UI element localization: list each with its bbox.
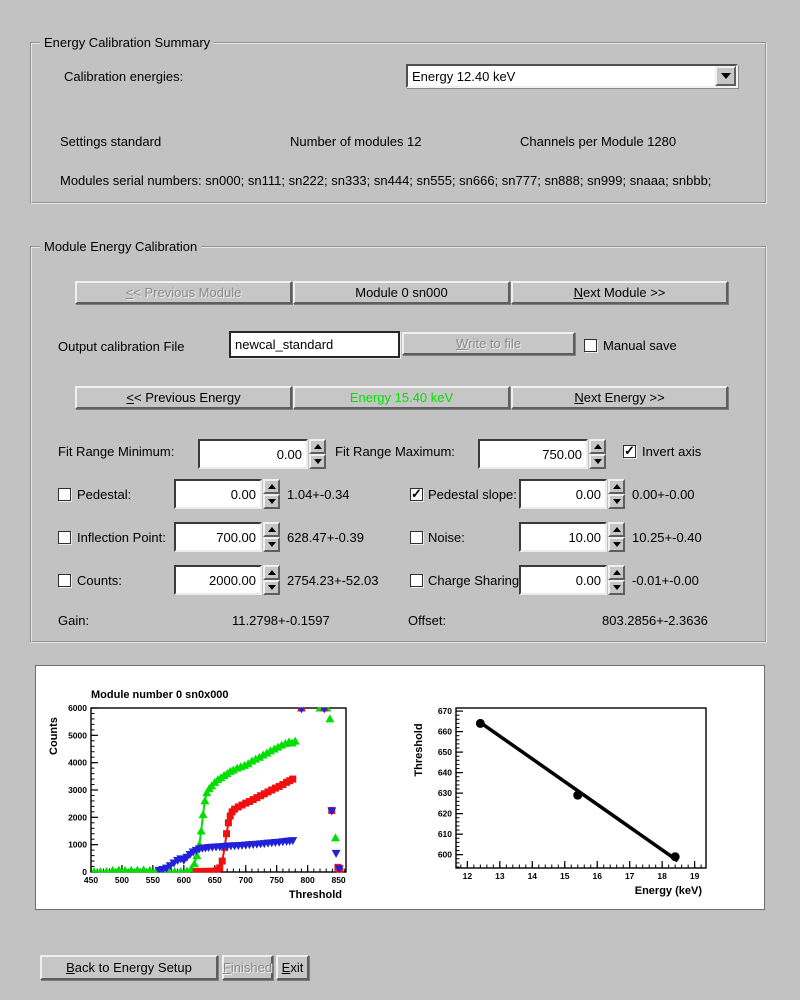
svg-text:0: 0	[82, 867, 87, 877]
pedestal-label: Pedestal:	[77, 487, 132, 502]
finished-button[interactable]: F inished	[222, 955, 273, 980]
svg-text:600: 600	[437, 849, 452, 860]
svg-text:13: 13	[495, 871, 505, 881]
spin-up-button[interactable]	[608, 479, 625, 494]
noise-label: Noise:	[428, 530, 465, 545]
counts-checkbox[interactable]	[58, 574, 71, 587]
offset-label: Offset:	[408, 613, 447, 628]
write-to-file-button[interactable]: W rite to file	[402, 332, 575, 355]
svg-text:660: 660	[437, 726, 452, 737]
spin-down-button[interactable]	[263, 494, 280, 509]
pedestal-slope-spinbox	[519, 479, 625, 509]
exit-button[interactable]: E xit	[276, 955, 309, 980]
charge-sharing-result: -0.01+-0.00	[632, 573, 699, 588]
svg-text:800: 800	[300, 875, 315, 885]
svg-text:640: 640	[437, 767, 452, 778]
counts-value[interactable]: 2000.00	[174, 565, 262, 595]
svg-text:4000: 4000	[68, 757, 87, 768]
arrow-up-icon	[314, 444, 322, 449]
svg-text:18: 18	[657, 871, 667, 881]
pedestal-value[interactable]: 0.00	[174, 479, 262, 509]
settings-text: Settings standard	[60, 134, 162, 149]
svg-text:12: 12	[462, 871, 473, 881]
svg-text:16: 16	[592, 871, 602, 881]
invert-axis-checkbox[interactable]	[623, 445, 636, 458]
manual-save-label: Manual save	[603, 338, 677, 353]
spin-down-button[interactable]	[263, 537, 280, 552]
svg-text:500: 500	[114, 875, 130, 885]
invert-axis-label: Invert axis	[642, 444, 702, 459]
calibration-energies-label: Calibration energies:	[64, 69, 184, 84]
calibration-plots	[36, 666, 764, 909]
inflection-point-label: Inflection Point:	[77, 530, 166, 545]
next-energy-button[interactable]: N ext Energy >>	[511, 386, 728, 409]
svg-text:550: 550	[145, 875, 160, 885]
arrow-down-icon	[613, 542, 621, 547]
arrow-up-icon	[268, 484, 276, 489]
spin-up-button[interactable]	[608, 565, 625, 580]
previous-module-button[interactable]: < < Previous Module	[75, 281, 292, 304]
charge-sharing-label: Charge Sharing	[428, 573, 520, 588]
x-axis-label: Energy (keV)	[634, 885, 702, 897]
pedestal-spinbox	[174, 479, 280, 509]
svg-text:700: 700	[238, 875, 253, 885]
spin-down-button[interactable]	[608, 537, 625, 552]
threshold-vs-energy-series	[476, 719, 680, 861]
inflection-point-checkbox[interactable]	[58, 531, 71, 544]
next-module-button[interactable]: N ext Module >>	[511, 281, 728, 304]
svg-text:3000: 3000	[68, 785, 87, 795]
charge-sharing-checkbox[interactable]	[410, 574, 423, 587]
calibration-energies-dropdown[interactable]	[406, 64, 738, 88]
svg-text:14: 14	[527, 871, 538, 881]
counts-result: 2754.23+-52.03	[287, 573, 379, 588]
offset-value: 803.2856+-2.3636	[602, 613, 708, 628]
svg-text:17: 17	[624, 871, 635, 881]
fit-range-min-label: Fit Range Minimum:	[58, 444, 175, 459]
spin-down-button[interactable]	[589, 454, 606, 469]
arrow-down-icon	[613, 499, 621, 504]
spin-down-button[interactable]	[608, 494, 625, 509]
output-calibration-file-label: Output calibration File	[58, 339, 185, 354]
arrow-down-icon	[594, 459, 602, 464]
noise-result: 10.25+-0.40	[632, 530, 702, 545]
scurve-plot-series	[90, 704, 344, 876]
inflection-point-spinbox	[174, 522, 280, 552]
current-energy-button[interactable]: Energy 15.40 keV	[293, 386, 510, 409]
arrow-up-icon	[268, 570, 276, 575]
manual-save-checkbox[interactable]	[584, 339, 597, 352]
current-module-button[interactable]: Module 0 sn000	[293, 281, 510, 304]
arrow-down-icon	[314, 459, 322, 464]
spin-up-button[interactable]	[263, 522, 280, 537]
calibration-energies-selected-value: Energy 12.40 keV	[412, 68, 516, 84]
arrow-down-icon	[613, 585, 621, 590]
svg-text:850: 850	[331, 875, 346, 885]
pedestal-slope-label: Pedestal slope:	[428, 487, 517, 502]
previous-energy-button[interactable]: < < Previous Energy	[75, 386, 292, 409]
svg-text:2000: 2000	[68, 812, 87, 823]
arrow-down-icon	[268, 499, 276, 504]
spin-up-button[interactable]	[309, 439, 326, 454]
fit-range-max-value[interactable]: 750.00	[478, 439, 588, 469]
arrow-up-icon	[613, 527, 621, 532]
svg-text:650: 650	[437, 747, 452, 758]
gain-label: Gain:	[58, 613, 90, 628]
arrow-up-icon	[613, 570, 621, 575]
svg-text:620: 620	[437, 808, 452, 819]
svg-text:6000: 6000	[68, 703, 87, 713]
gain-value: 11.2798+-0.1597	[232, 613, 330, 628]
pedestal-checkbox[interactable]	[58, 488, 71, 501]
spin-down-button[interactable]	[263, 580, 280, 595]
spin-up-button[interactable]	[263, 565, 280, 580]
svg-text:610: 610	[437, 829, 452, 840]
spin-up-button[interactable]	[263, 479, 280, 494]
module-energy-calibration-group	[30, 239, 767, 643]
svg-text:750: 750	[269, 875, 284, 885]
channels-per-module-text: Channels per Module 1280	[520, 134, 677, 149]
fit-range-max-spinbox	[478, 439, 606, 469]
fit-range-min-value[interactable]: 0.00	[198, 439, 308, 469]
svg-text:650: 650	[207, 875, 222, 885]
spin-up-button[interactable]	[608, 522, 625, 537]
y-axis-label: Counts	[48, 717, 60, 755]
pedestal-slope-result: 0.00+-0.00	[632, 487, 695, 502]
svg-text:1000: 1000	[68, 839, 87, 850]
charge-sharing-value[interactable]: 0.00	[519, 565, 607, 595]
arrow-up-icon	[613, 484, 621, 489]
inflection-point-value[interactable]: 700.00	[174, 522, 262, 552]
pedestal-result: 1.04+-0.34	[287, 487, 350, 502]
plot-title: Module number 0 sn0x000	[91, 689, 229, 701]
summary-group-title: Energy Calibration Summary	[40, 35, 214, 50]
svg-text:450: 450	[83, 875, 99, 885]
output-file-input[interactable]	[229, 331, 400, 358]
noise-spinbox	[519, 522, 625, 552]
pedestal-slope-checkbox[interactable]	[410, 488, 423, 501]
fit-range-min-spinbox	[198, 439, 326, 469]
energy-calibration-summary-group	[30, 35, 767, 204]
inflection-point-result: 628.47+-0.39	[287, 530, 364, 545]
charge-sharing-spinbox	[519, 565, 625, 595]
fit-range-max-label: Fit Range Maximum:	[335, 444, 455, 459]
pedestal-slope-value[interactable]: 0.00	[519, 479, 607, 509]
arrow-down-icon	[268, 542, 276, 547]
svg-text:19: 19	[689, 871, 700, 881]
green-triangles-series	[90, 704, 340, 876]
arrow-up-icon	[268, 527, 276, 532]
svg-text:630: 630	[437, 788, 452, 799]
spin-up-button[interactable]	[589, 439, 606, 454]
output-file-input-value: newcal_standard	[235, 337, 334, 352]
svg-text:5000: 5000	[68, 730, 87, 741]
spin-down-button[interactable]	[309, 454, 326, 469]
arrow-down-icon	[268, 585, 276, 590]
counts-spinbox	[174, 565, 280, 595]
y-axis-label: Threshold	[413, 723, 425, 777]
back-to-energy-setup-button[interactable]: B ack to Energy Setup	[40, 955, 218, 980]
spin-down-button[interactable]	[608, 580, 625, 595]
noise-checkbox[interactable]	[410, 531, 423, 544]
serial-numbers-text: Modules serial numbers: sn000; sn111; sn222; sn333; sn444; sn555; sn666; sn777; sn888; sn999; snaaa; snbbb;	[60, 173, 712, 188]
chevron-down-icon	[721, 73, 731, 79]
plot-canvas-panel	[35, 665, 765, 910]
module-group-title: Module Energy Calibration	[40, 239, 201, 254]
blue-triangles-series	[155, 705, 344, 875]
counts-label: Counts:	[77, 573, 122, 588]
number-of-modules-text: Number of modules 12	[290, 134, 422, 149]
arrow-up-icon	[594, 444, 602, 449]
svg-text:600: 600	[176, 875, 191, 885]
svg-text:670: 670	[437, 706, 452, 717]
x-axis-label: Threshold	[288, 889, 342, 901]
dropdown-arrow-button[interactable]	[715, 66, 736, 86]
noise-value[interactable]: 10.00	[519, 522, 607, 552]
svg-text:15: 15	[560, 871, 570, 881]
